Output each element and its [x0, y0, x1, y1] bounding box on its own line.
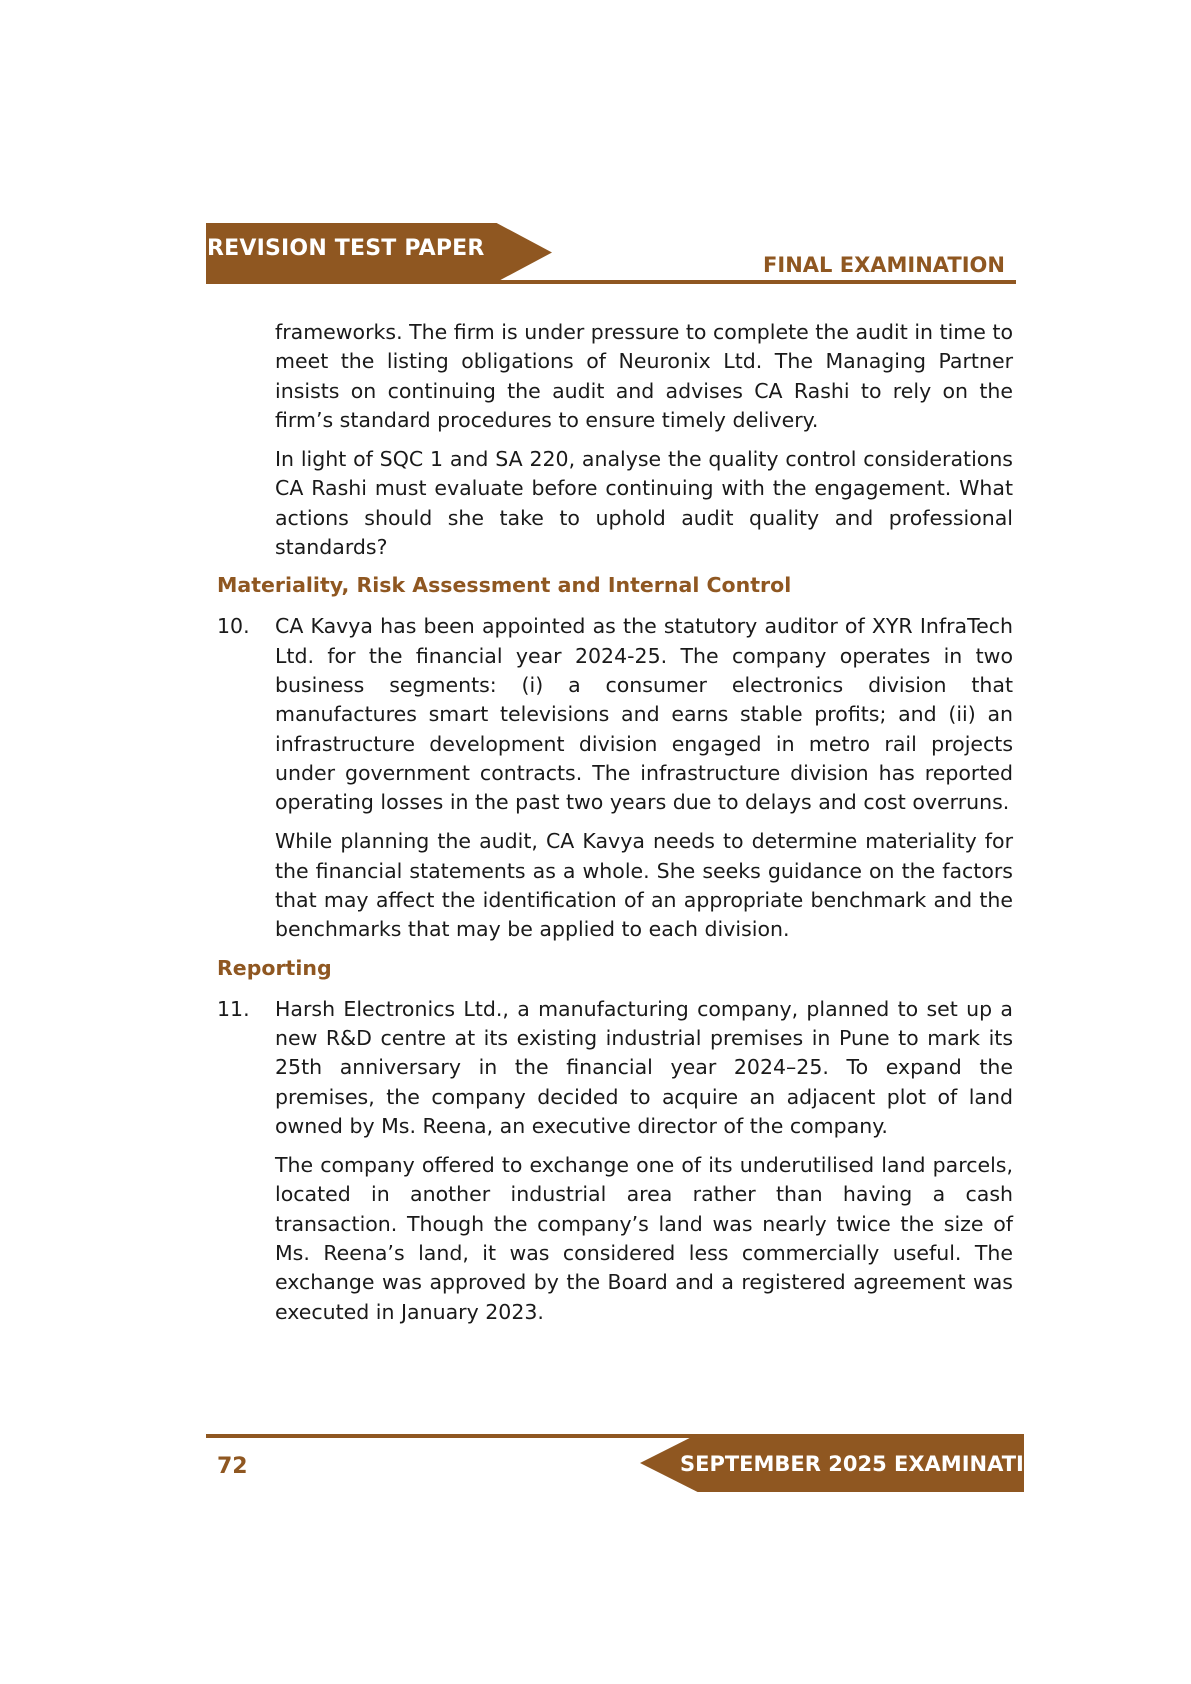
question-paragraph: CA Kavya has been appointed as the statutory auditor of XYR InfraTech Ltd. for the financial year 2024-25. The company operates in two business segments: (i) a consumer electronics division that manufactures smart televisions and earns stable profits; and (ii) an infrastructure development division engaged in metro rail projects under government contracts. The infrastructure division has reported operating losses in the past two years due to delays and cost overruns. [275, 614, 1013, 815]
question-10 [217, 612, 1013, 817]
question-paragraph: Harsh Electronics Ltd., a manufacturing company, planned to set up a new R&D centre at its existing industrial premises in Pune to mark its 25th anniversary in the financial year 2024–25. To expand the premises, the company decided to acquire an adjacent plot of land owned by Ms. Reena, an executive director of the company. [275, 996, 1013, 1138]
question-number: 10. [217, 614, 250, 639]
intro-paragraph: In light of SQC 1 and SA 220, analyse the quality control considerations CA Rashi must evaluate before continuing with the engagement. What actions should she take to uphold audit quality and professional standards? [275, 447, 1013, 560]
question-paragraph: The company offered to exchange one of its underutilised land parcels, located in another industrial area rather than having a cash transaction. Though the company’s land was nearly twice the size of Ms. Reena’s land, it was considered less commercially useful. The exchange was approved by the Board and a registered agreement was executed in January 2023. [275, 1153, 1013, 1324]
header-exam-label: FINAL EXAMINATION [763, 253, 1005, 277]
header-title: REVISION TEST PAPER [207, 236, 485, 261]
page-number: 72 [217, 1454, 248, 1479]
question-number: 11. [217, 996, 250, 1021]
section-heading-reporting: Reporting [217, 955, 332, 980]
intro-paragraph: frameworks. The firm is under pressure to complete the audit in time to meet the listing obligations of Neuronix Ltd. The Managing Partner insists on continuing the audit and advises CA Rashi to rely on the firm’s standard procedures to ensure timely delivery. [275, 320, 1013, 432]
page-content [217, 318, 1013, 1337]
section-heading-materiality: Materiality, Risk Assessment and Internal Control [217, 573, 792, 598]
question-11 [217, 995, 1013, 1141]
header-divider [206, 280, 1016, 284]
footer-title: SEPTEMBER 2025 EXAMINATION [680, 1452, 1060, 1476]
question-paragraph: While planning the audit, CA Kavya needs to determine materiality for the financial statements as a whole. She seeks guidance on the factors that may affect the identification of an appropriate benchmark and the benchmarks that may be applied to each division. [275, 829, 1013, 942]
